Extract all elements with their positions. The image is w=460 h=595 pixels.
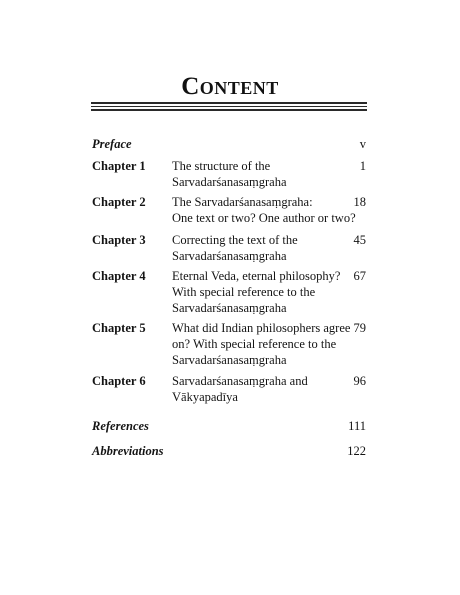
toc-title-line: Sarvadarśanasaṃgraha bbox=[172, 175, 287, 189]
toc-entry-label: Chapter 5 bbox=[92, 321, 146, 335]
toc-entry-title bbox=[172, 232, 342, 264]
toc-title-line: With special reference to the bbox=[172, 285, 316, 299]
toc-title-line: The Sarvadarśanasaṃgraha: bbox=[172, 195, 313, 209]
title-rule-middle bbox=[91, 106, 367, 107]
toc-title-line: on? With special reference to the bbox=[172, 337, 337, 351]
toc-entry-title bbox=[172, 268, 342, 316]
toc-entry-label: Chapter 3 bbox=[92, 233, 146, 247]
toc-page-number: 18 bbox=[353, 195, 366, 209]
title-rule-top bbox=[91, 102, 367, 104]
toc-entry-label: Chapter 4 bbox=[92, 269, 146, 283]
toc-page-number: v bbox=[359, 137, 366, 151]
toc-entry-label: Chapter 2 bbox=[92, 195, 146, 209]
toc-entry-title bbox=[172, 158, 342, 190]
toc-entry-label: References bbox=[92, 419, 149, 433]
toc-title-line: Vākyapadīya bbox=[172, 390, 238, 404]
toc-page-number: 67 bbox=[353, 269, 366, 283]
toc-title-line: Sarvadarśanasaṃgraha bbox=[172, 301, 287, 315]
toc-entry-label: Chapter 6 bbox=[92, 374, 146, 388]
toc-page-number: 1 bbox=[359, 159, 366, 173]
toc-page-number: 122 bbox=[347, 444, 366, 458]
toc-entry-title bbox=[172, 194, 356, 226]
toc-title-line: Sarvadarśanasaṃgraha bbox=[172, 353, 287, 367]
toc-title-line: What did Indian philosophers agree bbox=[172, 321, 351, 335]
toc-entry-label: Chapter 1 bbox=[92, 159, 146, 173]
toc-page-number: 111 bbox=[348, 419, 366, 433]
title-rule-bottom bbox=[91, 109, 367, 111]
toc-entry-label: Preface bbox=[92, 137, 132, 151]
toc-page-number: 79 bbox=[353, 321, 366, 335]
toc-entry-title bbox=[172, 320, 351, 368]
toc-page-number: 96 bbox=[353, 374, 366, 388]
toc-title-line: One text or two? One author or two? bbox=[172, 211, 356, 225]
toc-entry-label: Abbreviations bbox=[92, 444, 164, 458]
toc-title-line: Eternal Veda, eternal philosophy? bbox=[172, 269, 341, 283]
toc-title-line: The structure of the bbox=[172, 159, 271, 173]
toc-title-line: Sarvadarśanasaṃgraha and bbox=[172, 374, 308, 388]
page-title: Content bbox=[181, 73, 279, 100]
toc-entry-title bbox=[172, 373, 342, 405]
toc-title-line: Correcting the text of the bbox=[172, 233, 298, 247]
toc-title-line: Sarvadarśanasaṃgraha bbox=[172, 249, 287, 263]
toc-page-number: 45 bbox=[353, 233, 366, 247]
